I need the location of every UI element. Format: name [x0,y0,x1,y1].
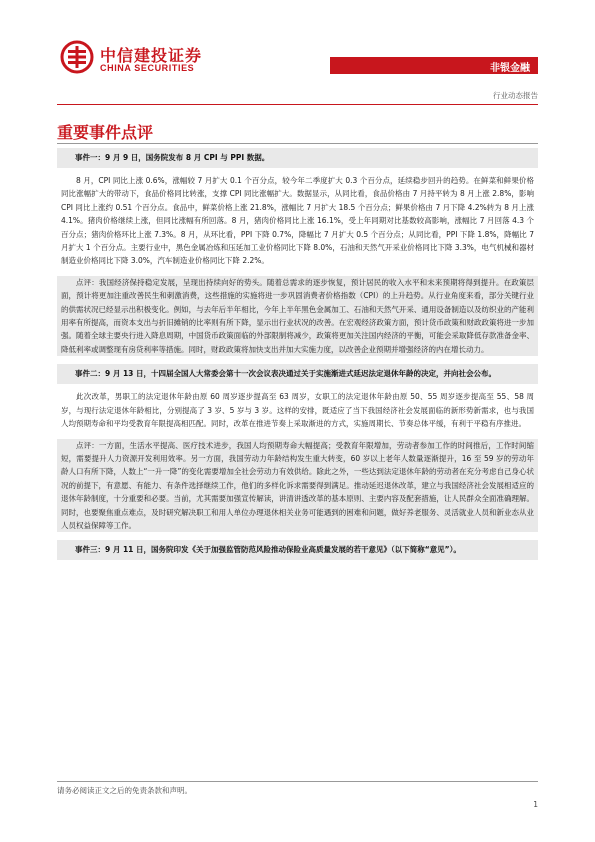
event-heading: 事件二：9 月 13 日，十四届全国人大常委会第十一次会议表决通过关于实施渐进式延迟法定退休年龄的决定，并向社会公布。 [57,364,538,384]
category-label: 非银金融 [490,63,530,74]
event-body-paragraph: 此次改革，男职工的法定退休年龄由原 60 周岁逐步提高至 63 周岁，女职工的法定退休年龄由原 50、55 周岁逐步提高至 55、58 周岁，与现行法定退休年龄相比，分别提高了 3 岁、5 岁与 3 岁。这样的安排，既适应了当下我国经济社会发展面临的新形势新需求，也与我国人均预期寿命和平均受教育年限提高相匹配。同时，改革在推进节奏上采取渐进的方式，实施周期长、节奏总体平缓，有利于平稳有序推进。 [61,392,534,429]
section-divider [57,143,538,144]
logo-chinese-name: 中信建投证券 [100,46,203,65]
header-divider [57,104,538,105]
page-number: 1 [533,800,538,809]
china-securities-logo-icon [60,40,94,74]
section-title: 重要事件点评 [57,123,154,142]
event-body-paragraph: 8 月，CPI 同比上涨 0.6%，涨幅较 7 月扩大 0.1 个百分点，较今年二季度扩大 0.3 个百分点，延续稳步回升的趋势。在鲜菜和鲜果价格同比涨幅扩大的带动下，食品价格同比转涨，支撑 CPI 同比涨幅扩大。数据显示，从同比看，食品价格由 7 月持平转为 8 月上涨 2.8%，影响 CPI 同比上涨约 0.51 个百分点。食品中，鲜菜价格上涨 21.8%，涨幅比 7 月扩大 18.5 个百分点；鲜果价格由 7 月下降 4.2%转为 8 月上涨 4.1%。猪肉价格继续上涨，但同比涨幅有所回落。8 月，猪肉价格同比上涨 16.1%，受上年同期对比基数较高影响，涨幅比 7 月回落 4.3 个百分点；猪肉价格环比上涨 7.3%。8 月，从环比看，PPI 下降 0.7%，降幅比 7 月扩大 0.5 个百分点；从同比看，PPI 下降 1.8%，降幅比 7 月扩大 1 个百分点。主要行业中，黑色金属冶炼和压延加工业价格同比下降 8.0%，石油和天然气开采业价格同比下降 3.3%，电气机械和器材制造业价格同比下降 3.0%，汽车制造业价格同比下降 2.2%。 [61,176,534,266]
event-heading: 事件一：9 月 9 日，国务院发布 8 月 CPI 与 PPI 数据。 [57,148,538,168]
event-heading: 事件三：9 月 11 日，国务院印发《关于加强监管防范风险推动保险业高质量发展的若干意见》（以下简称“意见”）。 [57,540,538,560]
footer-divider [57,781,538,782]
disclaimer-text: 请务必阅读正文之后的免责条款和声明。 [57,786,192,795]
report-body [57,148,538,560]
report-type: 行业动态报告 [493,91,538,100]
event-comment-paragraph: 点评：一方面，生活水平提高、医疗技术进步，我国人均预期寿命大幅提高；受教育年限增加，劳动者参加工作的时间推后，工作时间缩短，需要提升人力资源开发利用效率。另一方面，我国劳动力年龄结构发生重大转变，60 岁以上老年人数量逐渐提升，16 至 59 岁的劳动年龄人口有所下降，人数上“一升一降”的变化需要增加全社会劳动力有效供给。除此之外，一些达到法定退休年龄的劳动者在充分考虑自己身心状况的前提下，有意愿、有能力、有条件选择继续工作，他们的多样化诉求需要得到满足。推动延迟退休改革，建立与我国经济社会发展相适应的退休年龄制度，十分重要和必要。当前，尤其需要加强宣传解读，讲清讲透改革的基本原则、主要内容及配套措施，让人民群众全面准确理解。同时，也要聚焦重点难点，及时研究解决职工和用人单位办理退休相关业务可能遇到的困难和问题，做好养老服务、灵活就业人员和新业态从业人员权益保障等工作。 [57,439,538,533]
category-banner [330,57,538,74]
event-comment-paragraph: 点评：我国经济保持稳定发展，呈现出持续向好的势头。随着总需求的逐步恢复，预计居民的收入水平和未来预期将得到提升。在政策层面，预计将更加注重改善民生和刺激消费，这些措施的实施将进一步巩固消费者价格指数（CPI）的上升趋势。从行业角度来看，部分关键行业的供需状况已经显示出积极变化。例如，与去年后半年相比，今年上半年黑色金属加工、石油和天然气开采、通用设备制造以及纺织业的产能利用率有所提高，而资本支出与折旧摊销的比率则有所下降，显示出行业状况的改善。在宏观经济政策方面，预计货币政策和财政政策将进一步加强。随着全球主要央行进入降息周期，中国货币政策面临的外部限制将减少，政策将更加关注国内经济的平衡，可能会采取降低存款准备金率、降低利率或调整现有房贷利率等措施。同时，财政政策将加快支出并加大实施力度，以改善企业预期并增强经济的内在增长动力。 [57,276,538,356]
company-logo [60,40,270,78]
logo-english-name: CHINA SECURITIES [100,63,195,73]
